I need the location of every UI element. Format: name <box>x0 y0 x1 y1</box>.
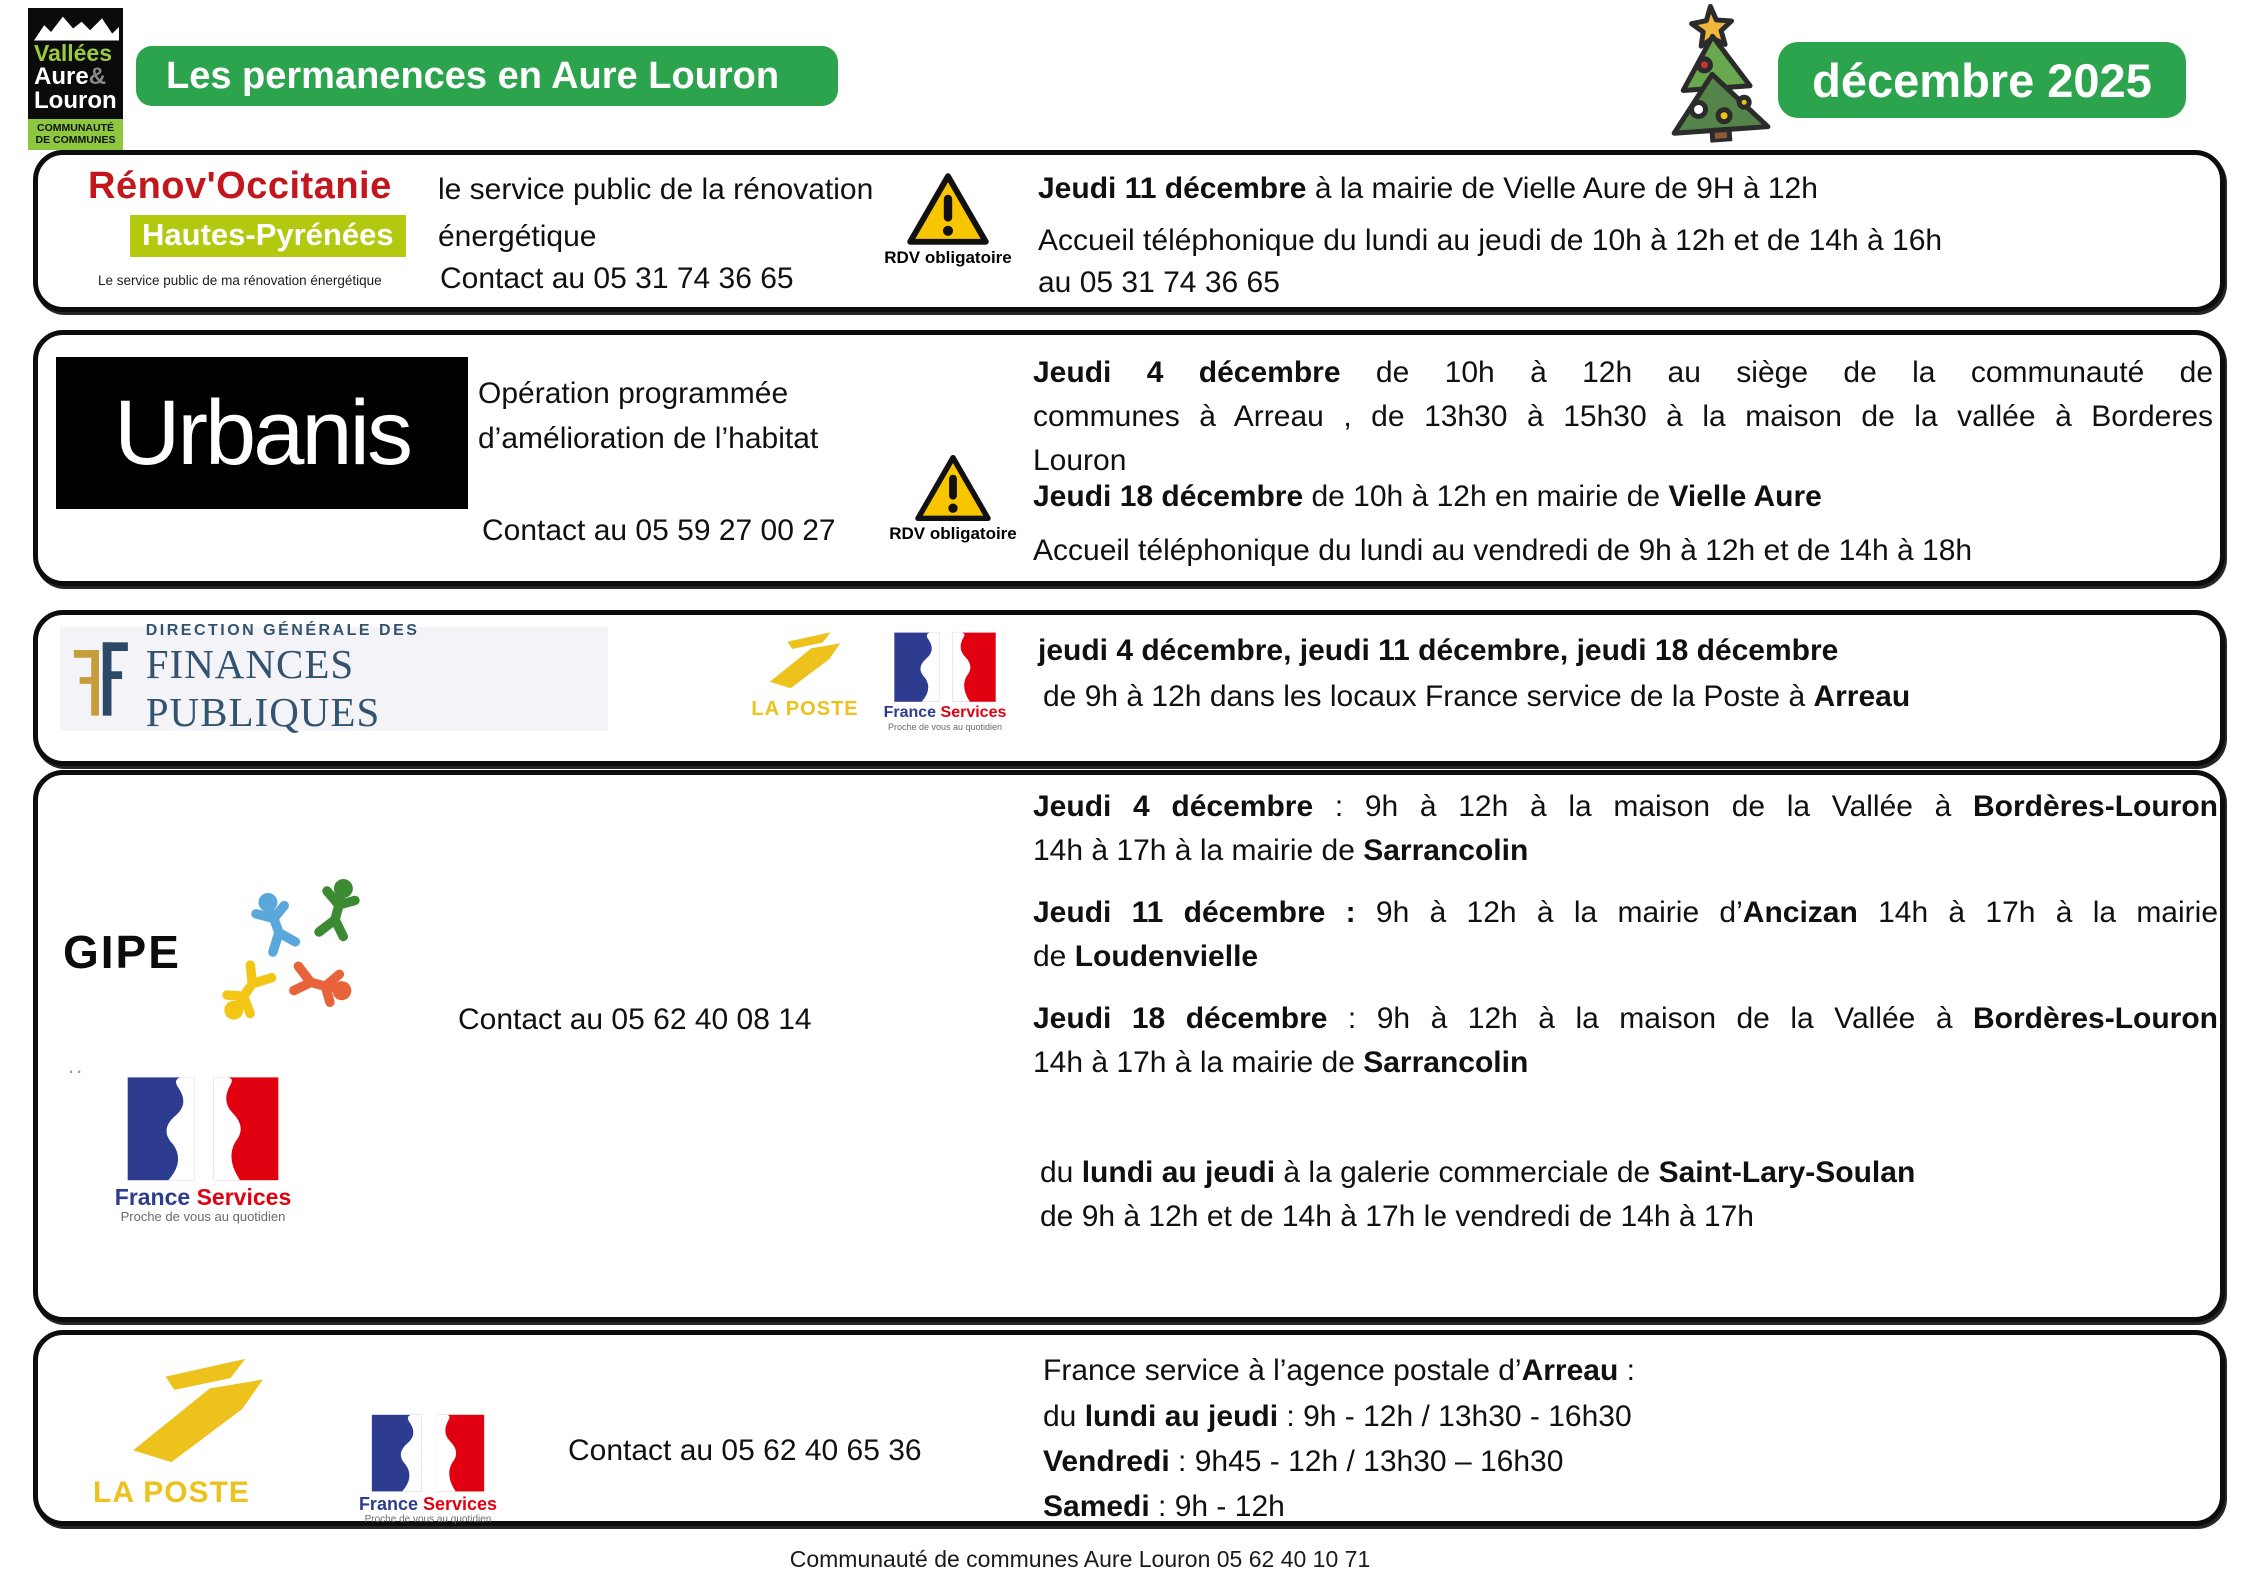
renov-logo-subtitle: Hautes-Pyrénées <box>130 215 406 257</box>
dgfip-logo-top: DIRECTION GÉNÉRALE DES <box>145 622 420 639</box>
laposte-logo <box>93 1353 333 1510</box>
renov-contact: Contact au 05 31 74 36 65 <box>440 262 794 295</box>
france-services-icon <box>368 1413 488 1495</box>
renov-logo-title: Rénov'Occitanie <box>88 165 392 207</box>
rdv-warning <box>883 171 1013 268</box>
warning-triangle-icon <box>906 171 990 247</box>
christmas-tree-icon <box>1653 0 1782 146</box>
gipe-schedule-line: de Loudenvielle <box>1033 940 1259 973</box>
logo-strip-line1: COMMUNAUTÉ <box>37 122 114 134</box>
rdv-warning <box>888 453 1018 544</box>
dgfip-logo-main: FINANCES PUBLIQUES <box>145 641 381 735</box>
page-title: Les permanences en Aure Louron <box>166 54 780 97</box>
footer-text: Communauté de communes Aure Louron 05 62 40 10 71 <box>789 1546 1371 1572</box>
gipe-schedule-line: de 9h à 12h et de 14h à 17h le vendredi de 14h à 17h <box>1040 1200 1754 1233</box>
logo-line-louron: Louron <box>34 87 117 114</box>
renov-schedule-line: Jeudi 11 décembre à la mairie de Vielle Aure de 9H à 12h <box>1038 172 1818 205</box>
gipe-schedule-line: Jeudi 11 décembre : 9h à 12h à la mairie d’Ancizan 14h à 17h à la mairie <box>1033 896 2218 929</box>
dgfip-dates-line: jeudi 4 décembre, jeudi 11 décembre, jeudi 18 décembre <box>1038 634 1839 667</box>
section-finances-publiques <box>33 610 2225 766</box>
rdv-label: RDV obligatoire <box>884 248 1012 267</box>
dgfip-detail-line: de 9h à 12h dans les locaux France service de la Poste à Arreau <box>1043 680 1911 713</box>
laposte-schedule-line: du lundi au jeudi : 9h - 12h / 13h30 - 16h30 <box>1043 1400 1632 1433</box>
section-urbanis <box>33 330 2225 586</box>
gipe-schedule-line: Jeudi 4 décembre : 9h à 12h à la maison de la Vallée à Bordères-Louron <box>1033 790 2219 823</box>
urbanis-phone-line: Accueil téléphonique du lundi au vendredi de 9h à 12h et de 14h à 18h <box>1033 534 1973 567</box>
france-services-logo: France Services Proche de vous au quotidien <box>348 1413 508 1525</box>
date-badge <box>1778 42 2186 118</box>
mountains-icon <box>34 10 119 42</box>
laposte-label: LA POSTE <box>751 698 859 720</box>
section-laposte <box>33 1330 2225 1526</box>
gipe-figures-icon <box>193 865 373 1043</box>
renov-logo-tagline: Le service public de ma rénovation énergétique <box>98 273 382 288</box>
rdv-label: RDV obligatoire <box>889 524 1017 543</box>
gipe-contact: Contact au 05 62 40 08 14 <box>458 1003 812 1036</box>
laposte-bird-icon <box>762 629 848 693</box>
logo-strip-line2: DE COMMUNES <box>35 134 116 147</box>
urbanis-description: Opération programmée d’amélioration de l’habitat <box>478 377 819 455</box>
france-services-logo: France Services Proche de vous au quotidien <box>103 1075 303 1224</box>
laposte-bird-icon <box>93 1353 303 1471</box>
laposte-contact: Contact au 05 62 40 65 36 <box>568 1434 922 1467</box>
logo-line-aure: Aure <box>34 63 89 90</box>
laposte-logo <box>750 629 860 721</box>
dgfip-monogram-icon <box>70 636 132 722</box>
laposte-label: LA POSTE <box>93 1476 250 1509</box>
laposte-schedule-line: Vendredi : 9h45 - 12h / 13h30 – 16h30 <box>1043 1445 1564 1478</box>
gipe-schedule-line: Jeudi 18 décembre : 9h à 12h à la maison de la Vallée à Bordères-Louron <box>1033 1002 2218 1035</box>
logo-ampersand: & <box>88 63 107 90</box>
logo-strip <box>28 119 123 150</box>
laposte-schedule-line: France service à l’agence postale d’Arreau : <box>1043 1354 1635 1387</box>
section-renov-occitanie <box>33 150 2225 312</box>
renov-phone-line1: Accueil téléphonique du lundi au jeudi de 10h à 12h et de 14h à 16h <box>1038 224 1943 257</box>
dgfip-logo <box>60 622 608 735</box>
section-gipe <box>33 770 2225 1322</box>
gipe-schedule-line: du lundi au jeudi à la galerie commerciale de Saint-Lary-Soulan <box>1040 1156 1916 1189</box>
urbanis-logo: Urbanis <box>56 357 468 509</box>
laposte-schedule-line: Samedi : 9h - 12h <box>1043 1490 1285 1523</box>
urbanis-schedule-line: Jeudi 4 décembre de 10h à 12h au siège de la communauté de <box>1033 356 2214 389</box>
france-services-logo: France Services Proche de vous au quotidien <box>880 631 1010 732</box>
urbanis-schedule-line: Louron <box>1033 444 1127 477</box>
page-title-banner <box>136 46 838 106</box>
gipe-logo-dots: .. <box>68 1053 85 1078</box>
gipe-logo: GIPE <box>63 865 373 1045</box>
france-services-icon <box>123 1075 283 1185</box>
renov-phone-line2: au 05 31 74 36 65 <box>1038 266 1280 299</box>
logo-line-vallees: Vallées <box>34 40 113 66</box>
urbanis-schedule-line: Jeudi 18 décembre de 10h à 12h en mairie de Vielle Aure <box>1033 480 1822 513</box>
france-services-icon <box>891 631 999 705</box>
date-badge-label: décembre 2025 <box>1812 53 2152 107</box>
urbanis-contact: Contact au 05 59 27 00 27 <box>482 514 836 547</box>
aure-louron-logo <box>28 8 123 150</box>
renov-description: le service public de la rénovation énergétique <box>438 173 874 253</box>
gipe-schedule-line: 14h à 17h à la mairie de Sarrancolin <box>1033 834 1529 867</box>
gipe-schedule-line: 14h à 17h à la mairie de Sarrancolin <box>1033 1046 1529 1079</box>
urbanis-schedule-line: communes à Arreau , de 13h30 à 15h30 à la maison de la vallée à Borderes <box>1033 400 2213 433</box>
warning-triangle-icon <box>914 453 992 523</box>
